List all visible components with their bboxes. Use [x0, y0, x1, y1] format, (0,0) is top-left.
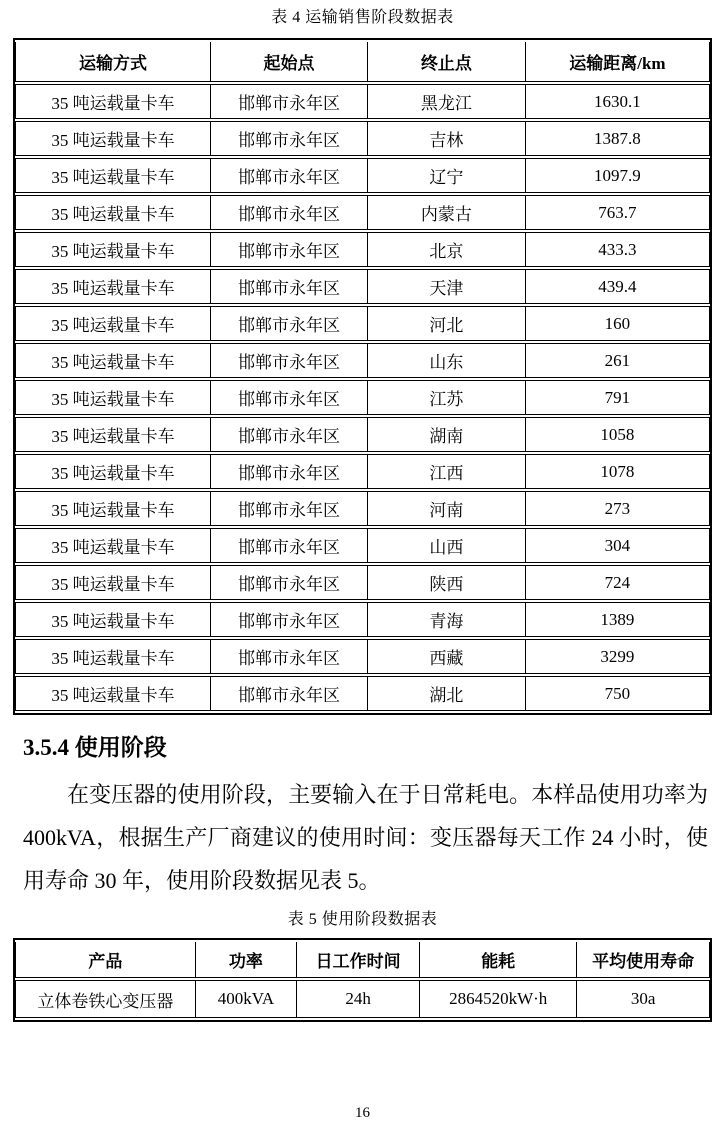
table-cell: 791 — [526, 380, 710, 415]
table-cell: 35 吨运载量卡车 — [15, 528, 211, 563]
table-cell: 35 吨运载量卡车 — [15, 602, 211, 637]
table-cell: 433.3 — [526, 232, 710, 267]
table-cell: 邯郸市永年区 — [211, 84, 368, 119]
table-cell: 2864520kW·h — [420, 980, 577, 1018]
table-cell: 35 吨运载量卡车 — [15, 343, 211, 378]
table-cell: 35 吨运载量卡车 — [15, 121, 211, 156]
table-cell: 邯郸市永年区 — [211, 491, 368, 526]
table-row — [15, 380, 710, 415]
table-row — [15, 639, 710, 674]
column-header: 终止点 — [368, 42, 526, 82]
table-cell: 邯郸市永年区 — [211, 121, 368, 156]
table-cell: 724 — [526, 565, 710, 600]
table5-caption: 表 5 使用阶段数据表 — [287, 911, 438, 928]
table-cell: 273 — [526, 491, 710, 526]
table-cell: 邯郸市永年区 — [211, 158, 368, 193]
table-header-row — [15, 42, 710, 82]
table-cell: 邯郸市永年区 — [211, 380, 368, 415]
table-row — [15, 232, 710, 267]
table-cell: 天津 — [368, 269, 526, 304]
table-row — [15, 121, 710, 156]
section-heading: 3.5.4 使用阶段 — [23, 735, 167, 760]
table-cell: 35 吨运载量卡车 — [15, 232, 211, 267]
table-row — [15, 195, 710, 230]
table-cell: 西藏 — [368, 639, 526, 674]
table-cell: 35 吨运载量卡车 — [15, 639, 211, 674]
table-cell: 山东 — [368, 343, 526, 378]
page-number: 16 — [355, 1105, 370, 1121]
table-cell: 1058 — [526, 417, 710, 452]
column-header: 产品 — [15, 942, 196, 978]
table-cell: 35 吨运载量卡车 — [15, 417, 211, 452]
table-cell: 青海 — [368, 602, 526, 637]
table-cell: 35 吨运载量卡车 — [15, 84, 211, 119]
table-cell: 1630.1 — [526, 84, 710, 119]
table-cell: 35 吨运载量卡车 — [15, 158, 211, 193]
table-cell: 陕西 — [368, 565, 526, 600]
table-cell: 35 吨运载量卡车 — [15, 565, 211, 600]
table-cell: 439.4 — [526, 269, 710, 304]
column-header: 日工作时间 — [297, 942, 420, 978]
table-cell: 邯郸市永年区 — [211, 454, 368, 489]
paragraph-line: 用寿命 30 年，使用阶段数据见表 5。 — [23, 868, 381, 893]
table-cell: 160 — [526, 306, 710, 341]
table-row — [15, 454, 710, 489]
table-row — [15, 602, 710, 637]
table-cell: 邯郸市永年区 — [211, 639, 368, 674]
table-cell: 吉林 — [368, 121, 526, 156]
table4-body — [15, 84, 710, 711]
table-cell: 河南 — [368, 491, 526, 526]
table-cell: 35 吨运载量卡车 — [15, 676, 211, 711]
table-cell: 湖南 — [368, 417, 526, 452]
table-row — [15, 980, 710, 1018]
table-cell: 35 吨运载量卡车 — [15, 195, 211, 230]
paragraph-line: 在变压器的使用阶段，主要输入在于日常耗电。本样品使用功率为 — [67, 782, 708, 807]
column-header: 起始点 — [211, 42, 368, 82]
table-cell: 山西 — [368, 528, 526, 563]
table-row — [15, 158, 710, 193]
column-header: 功率 — [196, 942, 297, 978]
table-cell: 35 吨运载量卡车 — [15, 380, 211, 415]
table-cell: 内蒙古 — [368, 195, 526, 230]
table-cell: 750 — [526, 676, 710, 711]
column-header: 运输方式 — [15, 42, 211, 82]
table4-caption: 表 4 运输销售阶段数据表 — [271, 9, 454, 26]
table-cell: 邯郸市永年区 — [211, 269, 368, 304]
table-row — [15, 84, 710, 119]
table5-body — [15, 980, 710, 1018]
table-cell: 1078 — [526, 454, 710, 489]
column-header: 运输距离/km — [526, 42, 710, 82]
table-cell: 邯郸市永年区 — [211, 676, 368, 711]
table-cell: 邯郸市永年区 — [211, 602, 368, 637]
table-cell: 35 吨运载量卡车 — [15, 306, 211, 341]
table-cell: 35 吨运载量卡车 — [15, 269, 211, 304]
table-cell: 黑龙江 — [368, 84, 526, 119]
table-cell: 24h — [297, 980, 420, 1018]
table-cell: 湖北 — [368, 676, 526, 711]
body-paragraph — [23, 773, 708, 902]
table-cell: 邯郸市永年区 — [211, 417, 368, 452]
table-cell: 邯郸市永年区 — [211, 232, 368, 267]
table-row — [15, 676, 710, 711]
table-cell: 江西 — [368, 454, 526, 489]
table-row — [15, 306, 710, 341]
table-cell: 35 吨运载量卡车 — [15, 491, 211, 526]
table-cell: 邯郸市永年区 — [211, 306, 368, 341]
table5-usage-data — [13, 938, 712, 1022]
table-cell: 400kVA — [196, 980, 297, 1018]
table-cell: 河北 — [368, 306, 526, 341]
table4-transport-data — [13, 38, 712, 715]
paragraph-line: 400kVA，根据生产厂商建议的使用时间：变压器每天工作 24 小时，使 — [23, 825, 708, 850]
table-row — [15, 565, 710, 600]
table-cell: 江苏 — [368, 380, 526, 415]
table-row — [15, 528, 710, 563]
table-header-row — [15, 942, 710, 978]
table-cell: 261 — [526, 343, 710, 378]
column-header: 能耗 — [420, 942, 577, 978]
table-cell: 30a — [577, 980, 710, 1018]
table-row — [15, 343, 710, 378]
table-row — [15, 269, 710, 304]
table-cell: 3299 — [526, 639, 710, 674]
table-cell: 304 — [526, 528, 710, 563]
table4-header — [15, 42, 710, 82]
table-cell: 1387.8 — [526, 121, 710, 156]
table-cell: 立体卷铁心变压器 — [15, 980, 196, 1018]
table-row — [15, 417, 710, 452]
table-cell: 1097.9 — [526, 158, 710, 193]
table-cell: 邯郸市永年区 — [211, 565, 368, 600]
table-cell: 邯郸市永年区 — [211, 528, 368, 563]
table-row — [15, 491, 710, 526]
table-cell: 763.7 — [526, 195, 710, 230]
table-cell: 辽宁 — [368, 158, 526, 193]
table-cell: 北京 — [368, 232, 526, 267]
table-cell: 35 吨运载量卡车 — [15, 454, 211, 489]
table5-header — [15, 942, 710, 978]
table-cell: 1389 — [526, 602, 710, 637]
table-cell: 邯郸市永年区 — [211, 195, 368, 230]
table-cell: 邯郸市永年区 — [211, 343, 368, 378]
column-header: 平均使用寿命 — [577, 942, 710, 978]
